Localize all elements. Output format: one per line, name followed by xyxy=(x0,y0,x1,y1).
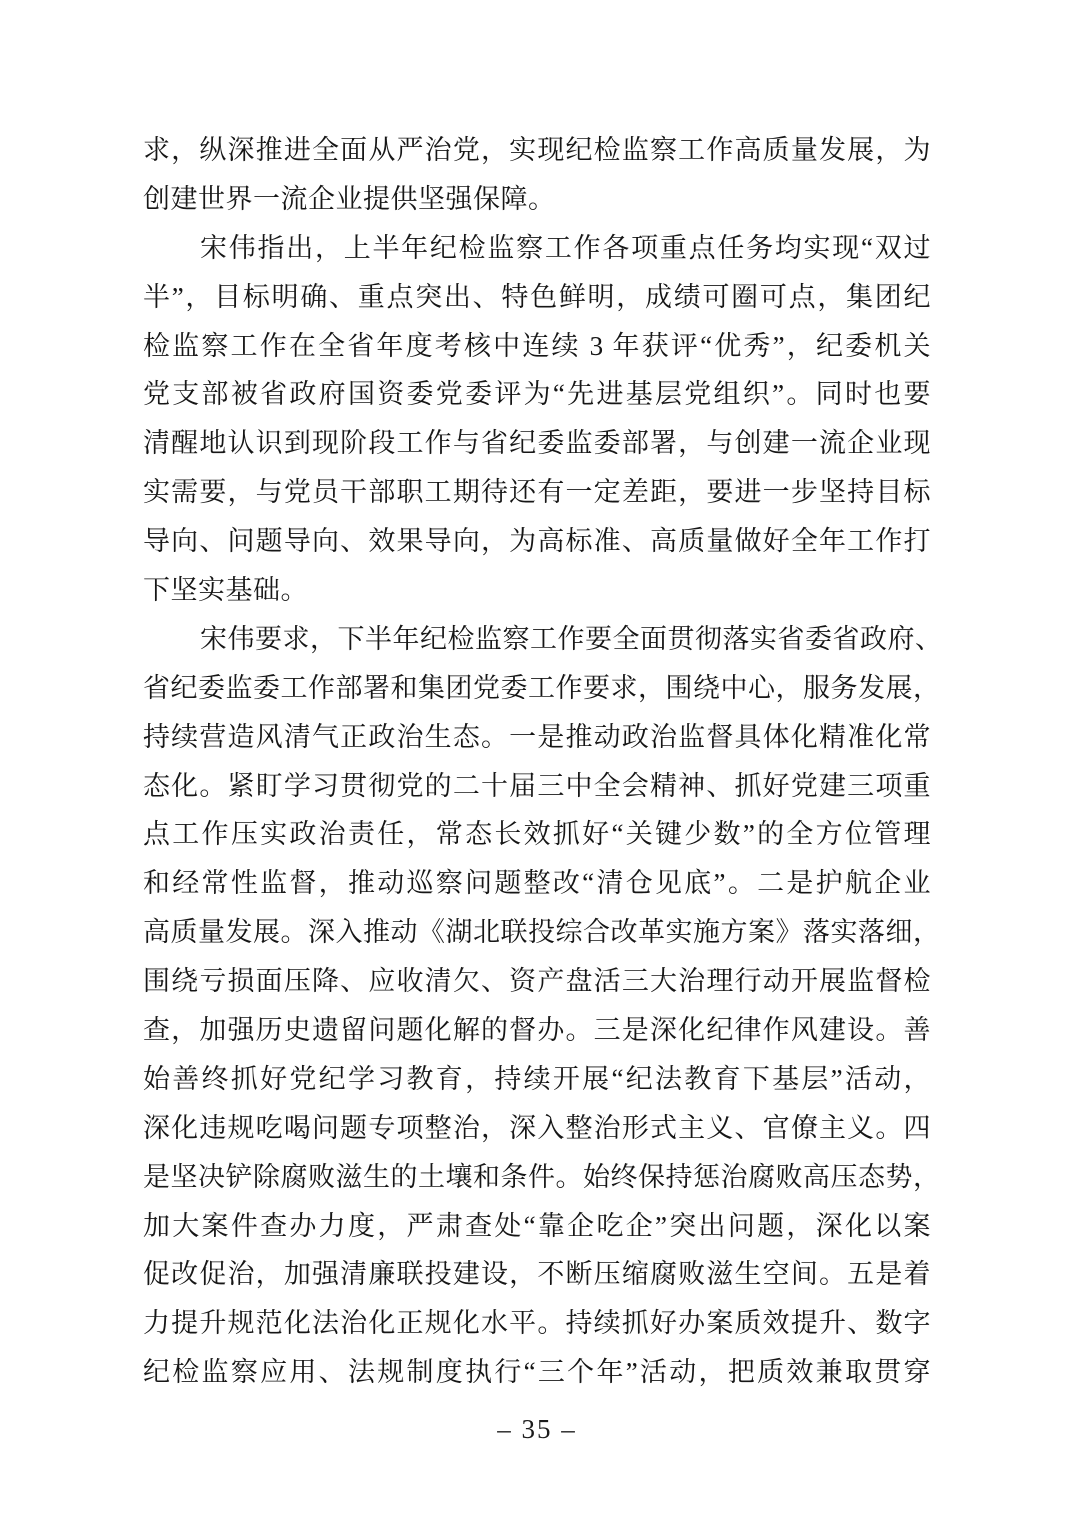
page-body xyxy=(143,126,943,1397)
text-line: 持续营造风清气正政治生态。一是推动政治监督具体化精准化常 xyxy=(143,721,931,752)
page-number: – 35 – xyxy=(497,1414,577,1444)
text-line: 纪检监察应用、法规制度执行“三个年”活动，把质效兼取贯穿 xyxy=(143,1357,931,1388)
text-line: 清醒地认识到现阶段工作与省纪委监委部署，与创建一流企业现 xyxy=(143,428,931,459)
text-line: 是坚决铲除腐败滋生的土壤和条件。始终保持惩治腐败高压态势， xyxy=(143,1161,941,1192)
text-line: 实需要，与党员干部职工期待还有一定差距，要进一步坚持目标 xyxy=(143,477,931,508)
text-line: 和经常性监督，推动巡察问题整改“清仓见底”。二是护航企业 xyxy=(143,868,931,899)
text-line: 态化。紧盯学习贯彻党的二十届三中全会精神、抓好党建三项重 xyxy=(143,770,931,801)
text-line: 加大案件查办力度，严肃查处“靠企吃企”突出问题，深化以案 xyxy=(143,1210,931,1241)
text-line: 宋伟指出，上半年纪检监察工作各项重点任务均实现“双过 xyxy=(200,232,931,263)
text-line: 始善终抓好党纪学习教育，持续开展“纪法教育下基层”活动， xyxy=(143,1063,931,1094)
text-line: 围绕亏损面压降、应收清欠、资产盘活三大治理行动开展监督检 xyxy=(143,966,931,997)
text-line: 促改促治，加强清廉联投建设，不断压缩腐败滋生空间。五是着 xyxy=(143,1259,931,1290)
text-line: 高质量发展。深入推动《湖北联投综合改革实施方案》落实落细， xyxy=(143,917,941,948)
text-line: 党支部被省政府国资委党委评为“先进基层党组织”。同时也要 xyxy=(143,379,931,410)
text-line: 查，加强历史遗留问题化解的督办。三是深化纪律作风建设。善 xyxy=(143,1015,931,1046)
text-line: 导向、问题导向、效果导向，为高标准、高质量做好全年工作打 xyxy=(143,526,931,557)
text-line: 半”，目标明确、重点突出、特色鲜明，成绩可圈可点，集团纪 xyxy=(143,281,931,312)
text-line: 检监察工作在全省年度考核中连续 3 年获评“优秀”，纪委机关 xyxy=(143,330,931,361)
text-line: 点工作压实政治责任，常态长效抓好“关键少数”的全方位管理 xyxy=(143,819,931,850)
text-line: 省纪委监委工作部署和集团党委工作要求，围绕中心，服务发展， xyxy=(143,672,941,703)
text-line: 深化违规吃喝问题专项整治，深入整治形式主义、官僚主义。四 xyxy=(143,1112,931,1143)
text-line: 下坚实基础。 xyxy=(143,575,308,606)
text-line: 求，纵深推进全面从严治党，实现纪检监察工作高质量发展，为 xyxy=(143,135,931,165)
text-line: 宋伟要求，下半年纪检监察工作要全面贯彻落实省委省政府、 xyxy=(200,623,943,654)
text-line: 创建世界一流企业提供坚强保障。 xyxy=(143,183,556,214)
text-line: 力提升规范化法治化正规化水平。持续抓好办案质效提升、数字 xyxy=(143,1308,931,1339)
